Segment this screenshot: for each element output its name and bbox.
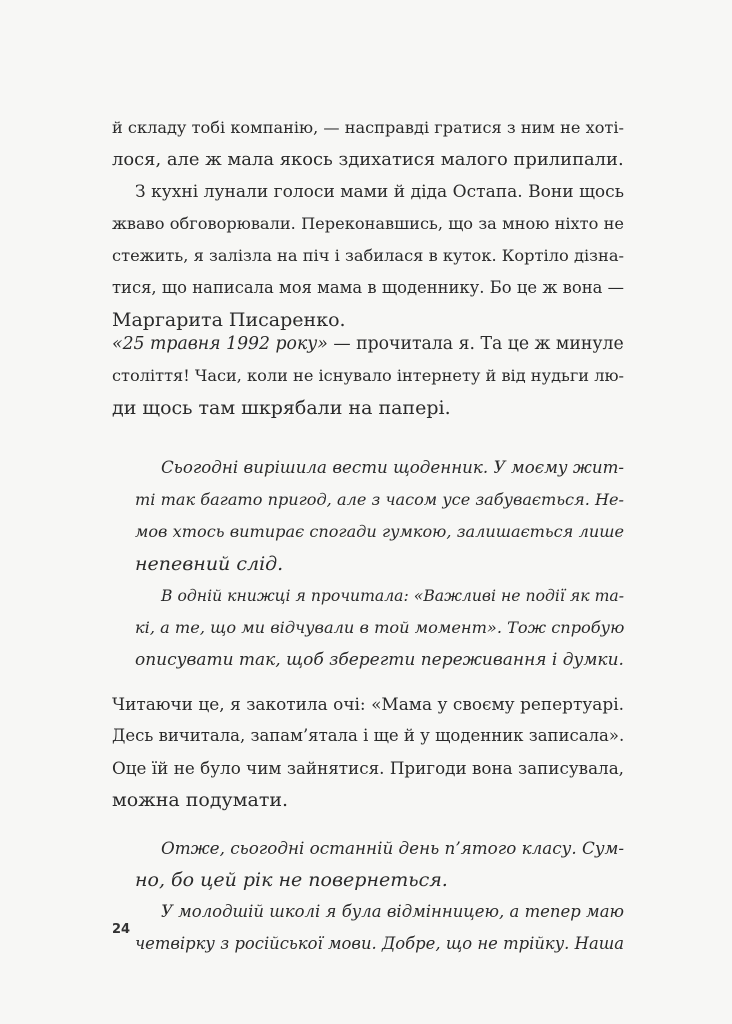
text-line: Десь вичитала, запам’ятала і ще й у щоденник записала». bbox=[112, 726, 625, 745]
diary-line: четвірку з російської мови. Добре, що не трійку. Наша bbox=[135, 934, 624, 953]
diary-line: мов хтось витирає спогади гумкою, залишається лише bbox=[135, 522, 624, 541]
diary-line: но, бо цей рік не повернеться. bbox=[135, 869, 448, 891]
text-fragment: — прочитала я. Та це ж минуле bbox=[327, 334, 624, 354]
text-line: Читаючи це, я закотила очі: «Мама у своєму репертуарі. bbox=[112, 694, 624, 714]
diary-line: непевний слід. bbox=[135, 553, 284, 575]
text-line: стежить, я залізла на піч і забилася в куток. Кортіло дізна- bbox=[112, 246, 624, 265]
text-line bbox=[112, 328, 624, 360]
page-number: 24 bbox=[112, 922, 131, 937]
diary-line: Отже, сьогодні останній день п’ятого класу. Сум- bbox=[161, 838, 625, 858]
diary-line: У молодшій школі я була відмінницею, а тепер маю bbox=[161, 902, 624, 921]
text-line: можна подумати. bbox=[112, 789, 289, 811]
diary-line: ті так багато пригод, але з часом усе забувається. Не- bbox=[135, 490, 624, 509]
text-line: й складу тобі компанію, — насправді гратися з ним не хоті- bbox=[112, 118, 624, 137]
text-line: ди щось там шкрябали на папері. bbox=[112, 397, 451, 419]
diary-line: Сьогодні вирішила вести щоденник. У моєму жит- bbox=[161, 458, 624, 477]
text-line: Оце їй не було чим зайнятися. Пригоди вона записувала, bbox=[112, 758, 624, 778]
diary-line: В одній книжці я прочитала: «Важливі не події як та- bbox=[161, 586, 624, 605]
text-line: Маргарита Писаренко. bbox=[112, 309, 346, 331]
diary-date: «25 травня 1992 року» bbox=[112, 334, 328, 354]
diary-line: описувати так, щоб зберегти переживання і думки. bbox=[135, 650, 624, 670]
text-line: жваво обговорювали. Переконавшись, що за мною ніхто не bbox=[112, 214, 624, 233]
diary-line: кі, а те, що ми відчували в той момент». Тож спробую bbox=[135, 618, 625, 637]
text-line: лося, але ж мала якось здихатися малого прилипали. bbox=[112, 149, 624, 170]
text-line: З кухні лунали голоси мами й діда Остапа. Вони щось bbox=[135, 182, 624, 202]
text-line: тися, що написала моя мама в щоденнику. Бо це ж вона — bbox=[112, 278, 624, 297]
text-line: століття! Часи, коли не існувало інтернету й від нудьги лю- bbox=[112, 366, 624, 385]
